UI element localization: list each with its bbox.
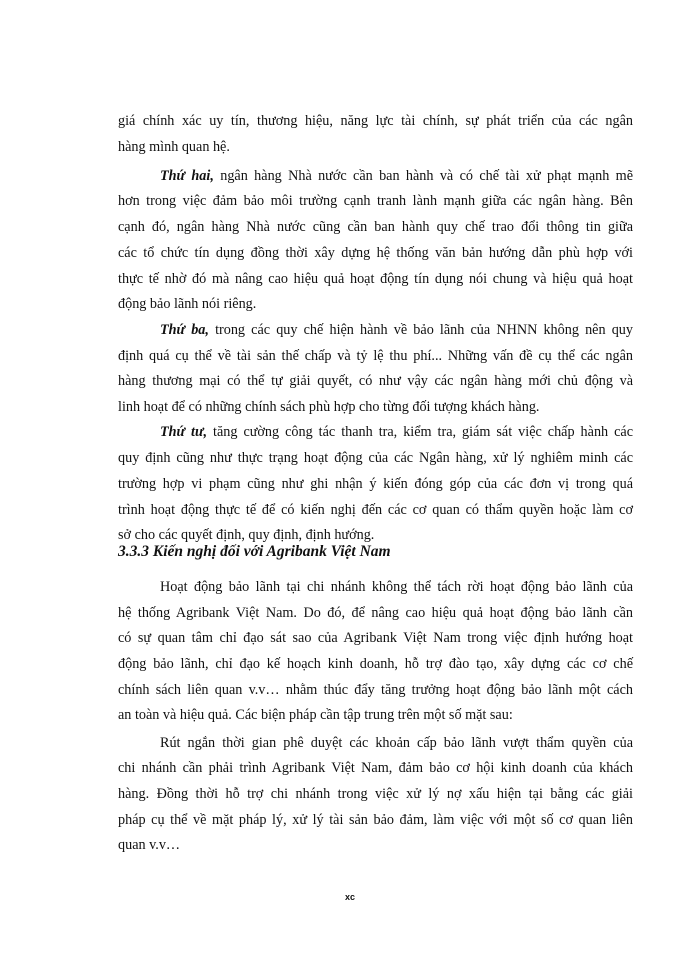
paragraph-5-line-6: an toàn và hiệu quả. Các biện pháp cần tập trung trên một số mặt sau:: [118, 707, 513, 723]
page-number: xc: [344, 892, 355, 902]
paragraph-1-line-2: hàng mình quan hệ.: [118, 139, 230, 155]
section-heading: 3.3.3 Kiến nghị đối với Agribank Việt Nam: [118, 543, 391, 560]
paragraph-2-line-2: hơn trong việc đảm bảo môi trường cạnh tranh lành mạnh giữa các ngân hàng. Bên: [118, 193, 633, 209]
paragraph-5-line-4: động bảo lãnh, chỉ đạo kế hoạch kinh doanh, hỗ trợ đào tạo, xây dựng các cơ chế: [118, 656, 633, 672]
paragraph-2-line-1: Thứ hai, ngân hàng Nhà nước cần ban hành và có chế tài xử phạt mạnh mẽ: [160, 168, 634, 184]
paragraph-3-line-1: Thứ ba, trong các quy chế hiện hành về bảo lãnh của NHNN không nên quy: [160, 322, 633, 338]
paragraph-2-line-3: cạnh đó, ngân hàng Nhà nước cũng cần ban hành quy chế trao đổi thông tin giữa: [118, 219, 633, 235]
paragraph-4-line-1: Thứ tư, tăng cường công tác thanh tra, kiểm tra, giám sát việc chấp hành các: [160, 424, 634, 440]
paragraph-4-line-4: trình hoạt động thực tế để có kiến nghị đến các cơ quan có thẩm quyền hoặc làm cơ: [118, 502, 633, 518]
paragraph-5-line-2: hệ thống Agribank Việt Nam. Do đó, để nâng cao hiệu quả hoạt động bảo lãnh cần: [118, 605, 633, 621]
paragraph-6-line-4: pháp cụ thể về mặt pháp lý, xử lý tài sản bảo đảm, làm việc với một số cơ quan liên: [118, 812, 633, 828]
paragraph-6-line-3: hàng. Đồng thời hỗ trợ chi nhánh trong việc xử lý nợ xấu hiện tại bằng các giải: [118, 786, 633, 802]
paragraph-5-line-1: Hoạt động bảo lãnh tại chi nhánh không thể tách rời hoạt động bảo lãnh của: [160, 579, 633, 595]
paragraph-1-line-1: giá chính xác uy tín, thương hiệu, năng lực tài chính, sự phát triển của các ngân: [118, 113, 633, 129]
paragraph-6-line-1: Rút ngắn thời gian phê duyệt các khoản cấp bảo lãnh vượt thẩm quyền của: [160, 735, 633, 751]
paragraph-3-line-3: hàng thương mại có thể tự giải quyết, có như vậy các ngân hàng mới chủ động và: [118, 373, 633, 389]
paragraph-4-line-3: trường hợp vi phạm cũng như ghi nhận ý kiến đóng góp của các đơn vị trong quá: [118, 476, 633, 492]
paragraph-4-lead: Thứ tư,: [160, 424, 208, 440]
paragraph-3-lead: Thứ ba,: [160, 322, 209, 338]
paragraph-3-line-2: định quá cụ thể về tài sản thế chấp và tỷ lệ thu phí... Những vấn đề cụ thể các ngân: [118, 348, 633, 364]
paragraph-3-line-4: linh hoạt để có những chính sách phù hợp cho từng đối tượng khách hàng.: [118, 399, 540, 415]
paragraph-4-line-5: sở cho các quyết định, quy định, định hướng.: [118, 527, 375, 543]
paragraph-2-line-5: thực tế nhờ đó mà nâng cao hiệu quả hoạt động tín dụng nói chung và hiệu quả hoạt: [118, 271, 633, 287]
paragraph-6-line-2: chi nhánh cần phải trình Agribank Việt Nam, đảm bảo cơ hội kinh doanh của khách: [118, 760, 633, 776]
paragraph-6-line-5: quan v.v…: [118, 837, 181, 853]
paragraph-2-lead: Thứ hai,: [160, 168, 214, 184]
paragraph-2-line-6: động bảo lãnh nói riêng.: [118, 296, 257, 312]
paragraph-2-line-4: các tổ chức tín dụng đồng thời xây dựng hệ thống văn bản hướng dẫn phù hợp với: [118, 245, 633, 261]
paragraph-4-line-2: quy định cũng như thực trạng hoạt động của các Ngân hàng, xử lý nghiêm minh các: [118, 450, 633, 466]
paragraph-5-line-5: chính sách liên quan v.v… nhằm thúc đẩy tăng trưởng hoạt động bảo lãnh một cách: [118, 682, 633, 698]
paragraph-5-line-3: có sự quan tâm chỉ đạo sát sao của Agribank Việt Nam trong việc định hướng hoạt: [118, 630, 633, 646]
